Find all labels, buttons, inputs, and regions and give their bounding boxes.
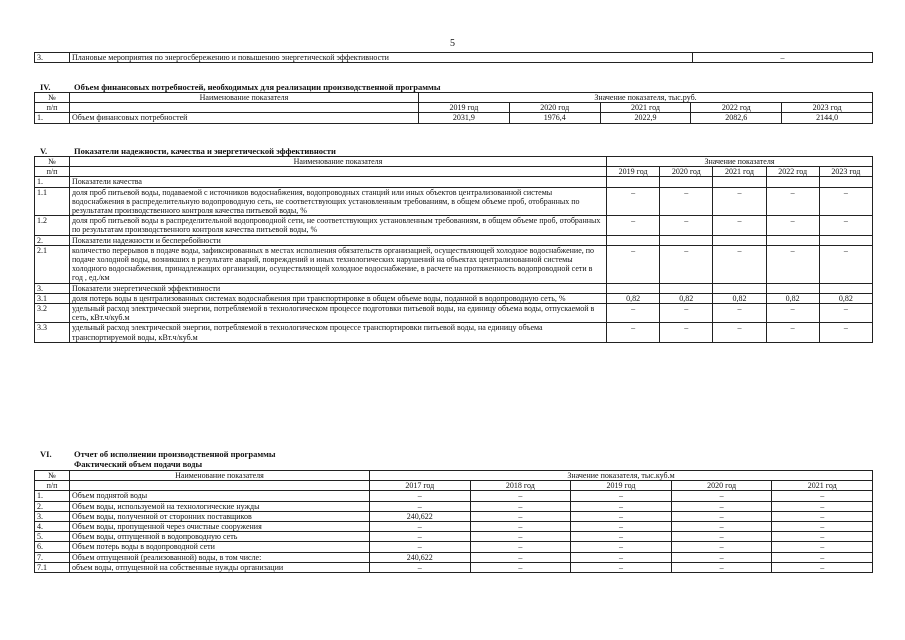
header-row [35, 103, 873, 113]
reliability-table [34, 156, 873, 343]
section-title: Отчет об исполнении производственной программы [74, 449, 276, 459]
row-value: – [571, 562, 672, 572]
empty-cell [607, 235, 660, 245]
row-value: 0,82 [713, 293, 766, 303]
row-number: 7.1 [35, 562, 70, 572]
section-number: IV. [40, 82, 51, 92]
header-name: Наименование показателя [70, 157, 607, 167]
row-number: 7. [35, 552, 70, 562]
header-pp: п/п [35, 481, 70, 491]
header-empty [70, 167, 607, 177]
row-number: 2.1 [35, 245, 70, 283]
row-value: – [819, 187, 872, 216]
table-row [35, 216, 873, 235]
table-row [35, 53, 873, 63]
row-name: Объем воды, полученной от сторонних поставщиков [70, 511, 370, 521]
header-row [35, 471, 873, 481]
row-value: – [772, 542, 873, 552]
row-value: – [607, 323, 660, 342]
empty-cell [607, 177, 660, 187]
row-value: – [660, 323, 713, 342]
row-value: – [470, 542, 571, 552]
row-value: – [819, 216, 872, 235]
row-value: – [370, 532, 471, 542]
row-value: – [772, 562, 873, 572]
row-value: – [772, 501, 873, 511]
table-row [35, 293, 873, 303]
row-value: – [713, 304, 766, 323]
row-value: – [766, 245, 819, 283]
row-number: 1.1 [35, 187, 70, 216]
row-value: – [713, 245, 766, 283]
header-year: 2023 год [819, 167, 872, 177]
row-number: 3.2 [35, 304, 70, 323]
row-value: – [819, 245, 872, 283]
row-value: – [571, 501, 672, 511]
row-value: – [713, 323, 766, 342]
header-name: Наименование показателя [70, 471, 370, 481]
row-value: – [713, 187, 766, 216]
row-name: доля потерь воды в централизованных системах водоснабжения при транспортировке в общем объеме воды, поданной в водопроводную сеть, % [70, 293, 607, 303]
row-value: – [671, 511, 772, 521]
row-name: Объем отпущенной (реализованной) воды, в том числе: [70, 552, 370, 562]
header-year: 2021 год [713, 167, 766, 177]
row-name: Объем потерь воды в водопроводной сети [70, 542, 370, 552]
row-value: – [607, 216, 660, 235]
group-name: Показатели надежности и бесперебойности [70, 235, 607, 245]
row-value: – [671, 542, 772, 552]
row-value: 240,622 [370, 552, 471, 562]
header-year: 2017 год [370, 481, 471, 491]
row-value: – [571, 522, 672, 532]
empty-cell [766, 177, 819, 187]
header-year: 2021 год [600, 103, 691, 113]
row-value: – [766, 187, 819, 216]
empty-cell [819, 235, 872, 245]
table-row [35, 511, 873, 521]
row-name: количество перерывов в подаче воды, зафиксированных в местах исполнения обязательств организацией, осуществляющей холодное водоснабжение, по подаче холодной воды, возникших в результате аварий, повреждений и иных технологических нарушений на объектах централизованной системы холодного водоснабжения, принадлежащих организации, осуществляющей холодное водоснабжение, в расчете на протяженность водопроводной сети в год , ед./км [70, 245, 607, 283]
section-4-heading [40, 82, 840, 92]
header-year: 2020 год [509, 103, 600, 113]
section-5-heading [40, 146, 840, 156]
header-year: 2022 год [766, 167, 819, 177]
header-empty [70, 103, 419, 113]
row-value: – [671, 532, 772, 542]
row-value: – [671, 552, 772, 562]
row-value: – [470, 522, 571, 532]
table-row [35, 562, 873, 572]
row-value: – [370, 501, 471, 511]
empty-cell [766, 283, 819, 293]
group-row [35, 283, 873, 293]
table-row [35, 113, 873, 123]
row-number: 3.3 [35, 323, 70, 342]
row-number: 4. [35, 522, 70, 532]
empty-cell [713, 177, 766, 187]
row-name: удельный расход электрической энергии, потребляемой в технологическом процессе подготовки питьевой воды, на единицу объема воды, отпускаемой в сеть, кВт.ч/куб.м [70, 304, 607, 323]
row-value: – [671, 562, 772, 572]
row-value: – [571, 511, 672, 521]
row-value: 240,622 [370, 511, 471, 521]
row-value: – [571, 491, 672, 501]
empty-cell [660, 283, 713, 293]
empty-cell [819, 177, 872, 187]
row-name: объем воды, отпущенной на собственные нужды организации [70, 562, 370, 572]
row-value: – [671, 522, 772, 532]
row-name: доля проб питьевой воды в распределительной водопроводной сети, не соответствующих установленным требованиям, в общем объеме проб, отобранных по результатам производственного контроля качества питьевой воды, % [70, 216, 607, 235]
row-number: 5. [35, 532, 70, 542]
header-year: 2019 год [419, 103, 510, 113]
row-value: – [370, 522, 471, 532]
empty-cell [713, 283, 766, 293]
table-row [35, 323, 873, 342]
row-value: 2082,6 [691, 113, 782, 123]
water-supply-report-table [34, 470, 873, 573]
header-value: Значение показателя, тыс.куб.м [370, 471, 873, 481]
section-subtitle: Фактический объем подачи воды [74, 459, 203, 469]
row-value: – [671, 491, 772, 501]
header-row [35, 481, 873, 491]
row-number: 2. [35, 501, 70, 511]
header-value: Значение показателя, тыс.руб. [419, 93, 873, 103]
row-value: – [772, 511, 873, 521]
row-value: – [370, 542, 471, 552]
group-row [35, 235, 873, 245]
table-row [35, 245, 873, 283]
table-row [35, 552, 873, 562]
header-year: 2022 год [691, 103, 782, 113]
row-number: 1. [35, 113, 70, 123]
row-name: Объем воды, используемой на технологические нужды [70, 501, 370, 511]
row-value: – [370, 491, 471, 501]
row-name: доля проб питьевой воды, подаваемой с источников водоснабжения, водопроводных станций или иных объектов централизованной системы водоснабжения в распределительную водопроводную сеть, не соответствующих установленным требованиям, в общем объеме проб, отобранных по результатам производственного контроля качества питьевой воды, % [70, 187, 607, 216]
row-value: – [660, 187, 713, 216]
row-value: – [713, 216, 766, 235]
row-value: 0,82 [607, 293, 660, 303]
header-empty [70, 481, 370, 491]
header-row [35, 93, 873, 103]
header-value: Значение показателя [607, 157, 873, 167]
group-name: Показатели энергетической эффективности [70, 283, 607, 293]
row-value: 1976,4 [509, 113, 600, 123]
row-number: 1. [35, 177, 70, 187]
table-row [35, 187, 873, 216]
row-number: 3. [35, 511, 70, 521]
header-year: 2020 год [671, 481, 772, 491]
header-year: 2021 год [772, 481, 873, 491]
row-value: – [571, 552, 672, 562]
table-row [35, 501, 873, 511]
empty-cell [819, 283, 872, 293]
row-value: – [470, 532, 571, 542]
header-number: № [35, 157, 70, 167]
row-value: 2022,9 [600, 113, 691, 123]
energy-measures-table [34, 52, 873, 63]
row-value: – [370, 562, 471, 572]
header-number: № [35, 93, 70, 103]
section-6-heading [40, 449, 840, 469]
group-row [35, 177, 873, 187]
header-row [35, 157, 873, 167]
table-row [35, 542, 873, 552]
row-value: – [772, 491, 873, 501]
row-value: – [766, 323, 819, 342]
row-value: 0,82 [819, 293, 872, 303]
row-name: Объем воды, пропущенной через очистные сооружения [70, 522, 370, 532]
row-value: 0,82 [660, 293, 713, 303]
row-value: 2031,9 [419, 113, 510, 123]
row-value: – [819, 323, 872, 342]
header-year: 2019 год [571, 481, 672, 491]
header-number: № [35, 471, 70, 481]
row-number: 3. [35, 53, 70, 63]
row-value: – [470, 501, 571, 511]
row-number: 3. [35, 283, 70, 293]
row-value: – [607, 187, 660, 216]
row-number: 1. [35, 491, 70, 501]
row-value: – [470, 552, 571, 562]
header-year: 2019 год [607, 167, 660, 177]
header-row [35, 167, 873, 177]
row-value: – [772, 552, 873, 562]
row-value: – [660, 216, 713, 235]
row-value: – [607, 304, 660, 323]
page-number: 5 [450, 38, 455, 49]
row-value: – [470, 562, 571, 572]
section-title: Показатели надежности, качества и энергетической эффективности [74, 146, 336, 156]
row-name: Объем поднятой воды [70, 491, 370, 501]
row-value: – [772, 532, 873, 542]
empty-cell [660, 235, 713, 245]
row-value: – [772, 522, 873, 532]
table-row [35, 304, 873, 323]
table-row [35, 522, 873, 532]
group-name: Показатели качества [70, 177, 607, 187]
section-number: V. [40, 146, 48, 156]
row-value: – [571, 542, 672, 552]
row-value: – [470, 511, 571, 521]
empty-cell [766, 235, 819, 245]
row-value: – [470, 491, 571, 501]
empty-cell [713, 235, 766, 245]
row-value: – [766, 216, 819, 235]
row-value: – [671, 501, 772, 511]
row-value: – [693, 53, 873, 63]
header-year: 2018 год [470, 481, 571, 491]
row-name: удельный расход электрической энергии, потребляемой в технологическом процессе транспортировки питьевой воды, на единицу объема транспортируемой воды, кВт.ч/куб.м [70, 323, 607, 342]
row-number: 1.2 [35, 216, 70, 235]
row-value: – [571, 532, 672, 542]
row-value: 2144,0 [782, 113, 873, 123]
header-year: 2020 год [660, 167, 713, 177]
row-name: Объем воды, отпущенной в водопроводную сеть [70, 532, 370, 542]
table-row [35, 532, 873, 542]
section-number: VI. [40, 449, 52, 459]
row-value: – [660, 245, 713, 283]
row-value: – [819, 304, 872, 323]
table-row [35, 491, 873, 501]
row-value: – [766, 304, 819, 323]
header-pp: п/п [35, 103, 70, 113]
header-name: Наименование показателя [70, 93, 419, 103]
empty-cell [660, 177, 713, 187]
section-title: Объем финансовых потребностей, необходимых для реализации производственной программы [74, 82, 441, 92]
header-pp: п/п [35, 167, 70, 177]
header-year: 2023 год [782, 103, 873, 113]
row-number: 3.1 [35, 293, 70, 303]
row-value: – [660, 304, 713, 323]
empty-cell [607, 283, 660, 293]
row-value: 0,82 [766, 293, 819, 303]
row-value: – [607, 245, 660, 283]
row-name: Плановые мероприятия по энергосбережению и повышению энергетической эффективности [70, 53, 693, 63]
row-number: 6. [35, 542, 70, 552]
financial-needs-table [34, 92, 873, 124]
row-number: 2. [35, 235, 70, 245]
row-name: Объем финансовых потребностей [70, 113, 419, 123]
